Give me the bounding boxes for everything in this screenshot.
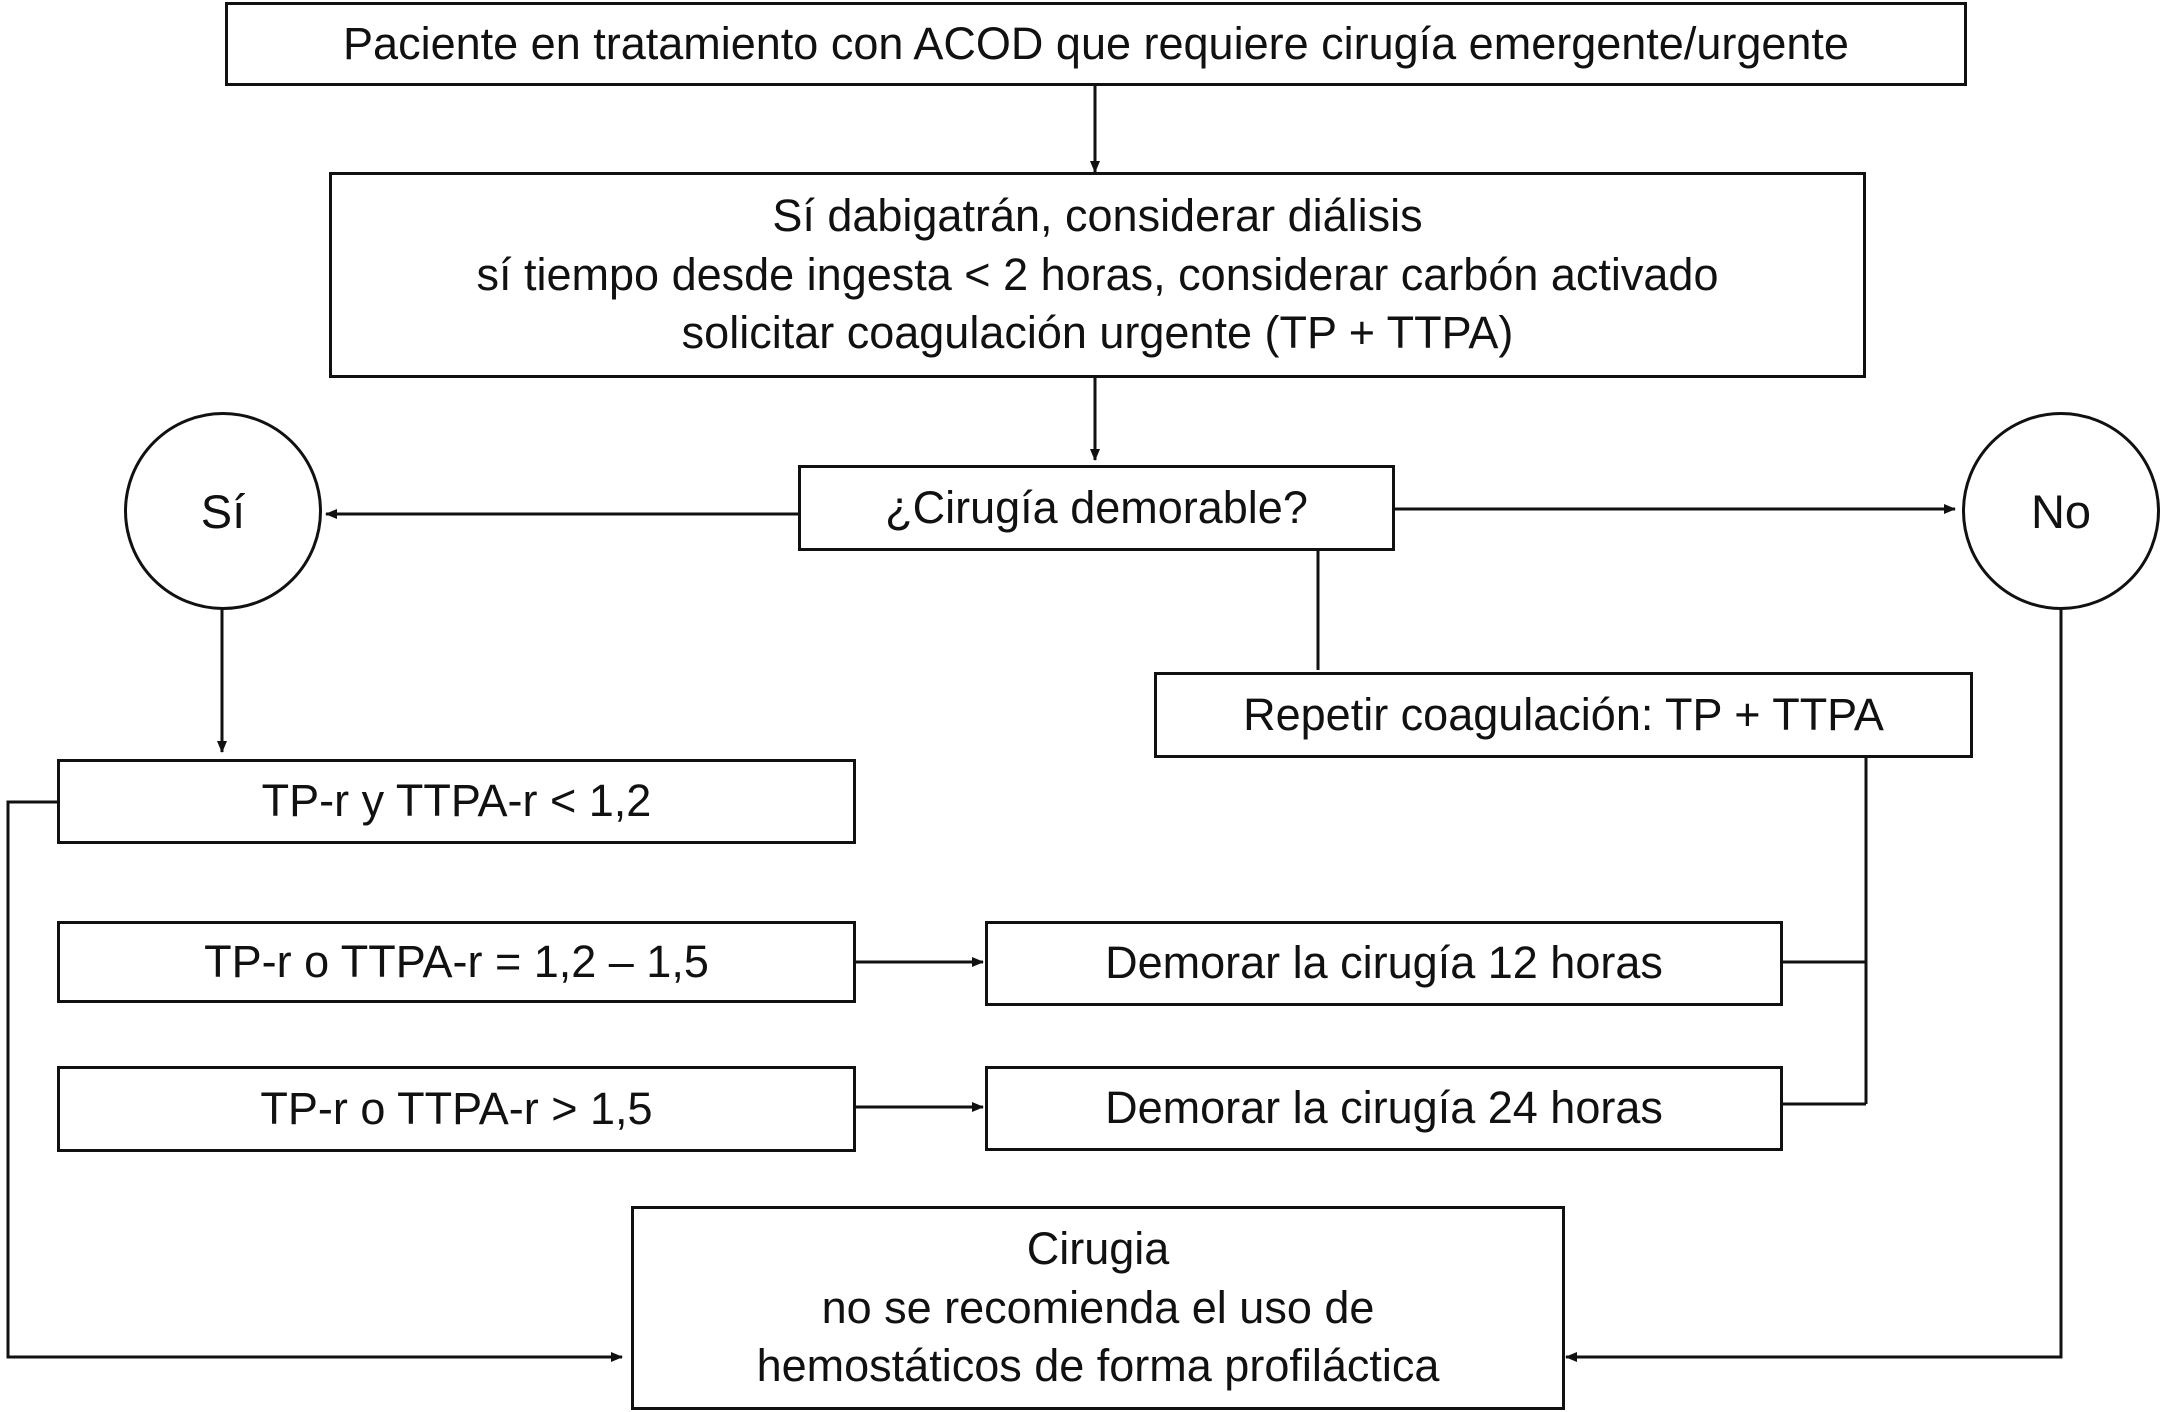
initial-action-line: solicitar coagulación urgente (TP + TTPA) <box>681 307 1514 359</box>
repeat-coagulation-box <box>1154 672 1973 758</box>
surgery-box <box>631 1206 1565 1410</box>
start-text: Paciente en tratamiento con ACOD que requiere cirugía emergente/urgente <box>343 17 1849 69</box>
no-label: No <box>2030 484 2092 538</box>
ratio-high-text: TP-r o TTPA-r > 1,5 <box>260 1082 653 1134</box>
ratio-mid-box <box>57 921 856 1003</box>
delay-12-text: Demorar la cirugía 12 horas <box>1105 937 1663 989</box>
decision-box <box>798 465 1395 551</box>
ratio-low-box <box>57 759 856 844</box>
no-circle <box>1962 412 2160 610</box>
yes-label: Sí <box>200 484 246 538</box>
initial-actions-box <box>329 172 1866 378</box>
surgery-line: no se recomienda el uso de <box>821 1281 1375 1333</box>
repeat-text: Repetir coagulación: TP + TTPA <box>1243 688 1884 740</box>
decision-text: ¿Cirugía demorable? <box>885 481 1308 533</box>
arrow-delays-to-repeat <box>1783 732 1866 962</box>
surgery-line: hemostáticos de forma profiláctica <box>756 1340 1440 1392</box>
ratio-low-text: TP-r y TTPA-r < 1,2 <box>261 775 652 827</box>
surgery-line: Cirugia <box>1026 1223 1170 1275</box>
yes-circle <box>124 412 322 610</box>
initial-action-line: sí tiempo desde ingesta < 2 horas, considerar carbón activado <box>476 248 1719 300</box>
ratio-high-box <box>57 1066 856 1152</box>
delay-24-box <box>985 1066 1783 1151</box>
start-box <box>225 2 1967 86</box>
ratio-mid-text: TP-r o TTPA-r = 1,2 – 1,5 <box>204 935 709 987</box>
initial-action-line: Sí dabigatrán, considerar diálisis <box>772 190 1423 242</box>
delay-12-box <box>985 921 1783 1006</box>
delay-24-text: Demorar la cirugía 24 horas <box>1105 1082 1663 1134</box>
